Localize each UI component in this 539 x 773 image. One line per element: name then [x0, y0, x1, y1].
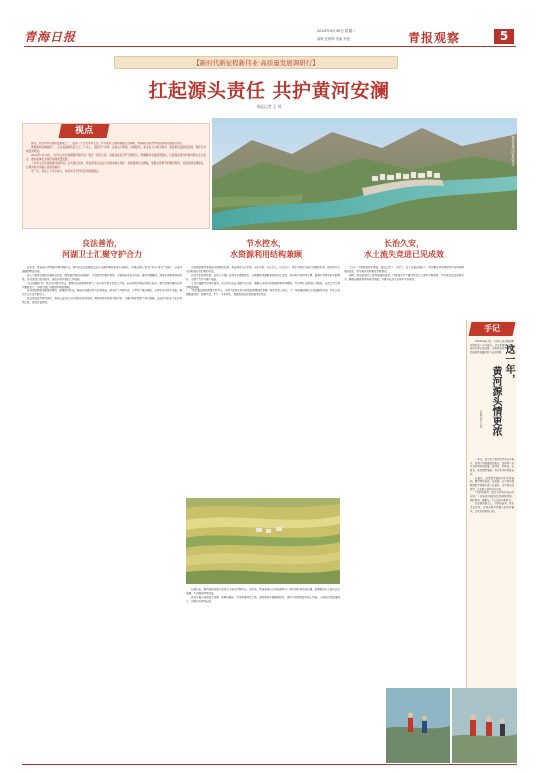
- terrace-photo: [186, 498, 340, 584]
- riverbank-workers-image: [386, 688, 450, 763]
- sidebar-paragraph: 2023年4月1日，《中华人民共和国黄河保护法》正式施行。这是我国第一部以流域为单元的法律，为黄河流域生态保护和高质量发展提供了法治保障。: [470, 340, 514, 355]
- column1-paragraph: 执法司法协作持续深化，检察公益诉讼与行政执法有效衔接，跨区域协作机制不断完善，为黄河保护提供了坚实保障，法治护河的合力正在持续汇聚，成效日益显现。: [22, 297, 182, 305]
- series-banner: [114, 56, 398, 69]
- sidebar-body-2: [470, 458, 514, 630]
- river-valley-image: [212, 118, 517, 230]
- column2-lower-body: [186, 588, 340, 762]
- headline: 扛起源头责任 共护黄河安澜: [148, 80, 390, 102]
- sidebar-title-line2: 黄河源头: [490, 366, 501, 406]
- sidebar-paragraph: “守护好黄河，就是守护我们自己的家园。”一位老巡河员的话让我印象深刻。保护黄河，需要每一个人的参与和努力。: [470, 491, 514, 502]
- column2-title: [186, 238, 346, 260]
- viewpoint-paragraph: 黄河，作为中华文明的发源地之一，滋养了千百代中华儿女。作为黄河上游的重要生态屏障，青海肩负着守护母亲河源头的重大使命。: [31, 142, 185, 145]
- bottom-photo-left: [386, 688, 450, 763]
- column1-title-line1: 良法善治，: [82, 239, 122, 248]
- viewpoint-label-text: 视点: [74, 126, 93, 136]
- column1-paragraph: 各地因地制宜创新管护模式，组建护河队伍，吸纳当地群众参与日常巡查，既守护了河湖生态，又带动了群众增收，实现生态与民生共赢，黄河卫士队伍不断壮大。: [22, 289, 182, 297]
- masthead-editors: 编辑 赵敏辉 美编 李强: [317, 37, 350, 41]
- column2-lower-paragraph: 各地实施小流域综合治理、坡耕地整治、淤地坝建设等工程，因地制宜开展植被恢复，黄河干流两岸逐步披上绿装，入黄泥沙量显著减少，河湖水质持续向好。: [186, 595, 340, 603]
- sidebar-byline: 本报记者 王琼: [479, 410, 483, 428]
- sidebar-heading-2: [489, 366, 502, 466]
- sidebar-title-line1: 这一年，: [503, 344, 514, 384]
- sidebar-label-text: 手记: [484, 324, 500, 333]
- column3-paragraph: “过去一下雨就是泥水横流，现在山绿了、水清了，日子也越过越好了。”沿岸群众切身感受到生态环境带来的变化，参与保护的积极性不断提高。: [344, 266, 464, 273]
- sidebar-paragraph: 一年来，我走访了黄河沿岸的许多地方，看到了河湖面貌的变化，也听到了许多守护黄河的故事。巡河员、护林员、志愿者，他们默默奉献，用行动守护着母亲河。: [470, 458, 514, 476]
- masthead-rule: [24, 46, 516, 47]
- sidebar-title-line3: 情更浓: [490, 406, 501, 436]
- column1-paragraph: 省人大常委会组织开展执法检查，围绕黄河源头区域保护、水资源节约集约利用、污染防治等重点内容，推动问题整改，促进各项制度落地见效。各地各部门密切协作，形成齐抓共管的工作格局。: [22, 273, 182, 281]
- column2-paragraph: “我们通过建设智慧水利平台，实现了取用水的实时监测和精细化管理。”相关负责人表示，下一步将继续强化水资源刚性约束，优化水资源配置结构，统筹生活、生产、生态用水，保障流域高质量发展用水需求。: [186, 289, 340, 297]
- column2-title-line1: 节水控水，: [246, 239, 286, 248]
- viewpoint-text: [26, 142, 206, 228]
- column2-body: [186, 266, 340, 498]
- bottom-photo-right: [452, 688, 517, 763]
- viewpoint-paragraph: 青海黄河流域面积广，占全省面积的百分之二十以上，流经多个市州，这里山川秀美，河湖密布，是全省人口最为集中、经济最为活跃的区域，保护任务艰巨而紧迫。: [26, 146, 206, 153]
- viewpoint-paragraph: 2024年1月18日，《中华人民共和国黄河保护法》施行一周年之际，省委省政府召开专题会议，明确要求全面贯彻落实，以更高标准守护黄河源头生态安全，推动流域生态保护和高质量发展。: [26, 154, 206, 161]
- page-number-badge: [494, 29, 514, 44]
- masthead-logo: 青海日报: [24, 30, 77, 44]
- column2-paragraph: 农业节水成效明显。各地大力推广高效节水灌溉技术，实施灌区续建配套和现代化改造，亩均用水量持续下降，灌溉水利用系数不断提升，实现了节水与增产双赢。: [186, 273, 340, 281]
- page-number: 5: [499, 29, 509, 43]
- banner-text: 【新时代新征程新伟业·高质量发展调研行】: [193, 59, 319, 67]
- river-patrol-image: [452, 688, 517, 763]
- column1-body: [22, 266, 182, 762]
- column2-paragraph: 工业与城镇节水同步推进。重点用水企业开展节水改造，城镇公共供水管网漏损率持续降低，节水型社会建设扎实推进，全社会节水意识明显增强。: [186, 281, 340, 289]
- column2-paragraph: 水资源是黄河流域最为紧缺的资源。我省坚持以水定城、以水定地、以水定人、以水定产，把水资源作为最大的刚性约束，推动用水方式由粗放向节约集约转变。: [186, 266, 340, 273]
- column3-title: [344, 238, 464, 260]
- viewpoint-paragraph: 《中华人民共和国黄河保护法》正式施行以来，我省坚持以法治方式推动源头保护，持续推进生态修复，加强水资源节约集约利用，完善流域治理体系，让黄河成为造福人民的幸福河。: [26, 162, 206, 169]
- terraced-fields-image: [186, 498, 340, 584]
- column2-lower-paragraph: 长期以来，黄河流经的部分地区水土流失问题突出。近年来，我省坚持山水林田湖草沙一体化保护和系统治理，统筹推进水土流失综合治理，生态面貌持续改善。: [186, 588, 340, 595]
- masthead-date: 2024年4月30日 星期二: [317, 29, 356, 33]
- column1-title: [22, 238, 182, 260]
- column2-title-line2: 水资源利用结构兼顾: [230, 250, 302, 259]
- main-photo: [212, 118, 517, 230]
- section-name: 青报观察: [408, 31, 461, 45]
- footer-rule: [22, 764, 517, 765]
- column1-paragraph: “在河湖保护中，我们以问题为导向，聚焦突出问题持续用力。”省水利厅相关负责人介绍，全省各级河湖长常态化巡河，累计发现并整改各类问题数百个，河湖“四乱”问题得到有效遏制。: [22, 281, 182, 289]
- viewpoint-paragraph: 近一年，我省上下齐心协力，共同书写守护母亲河的新篇章。: [31, 170, 102, 173]
- column1-paragraph: 近年来，我省深入贯彻落实黄河保护法，坚持以法治思维和法治方式推动黄河流域生态保护，河湖长制从“有名”走向“有实”“有能”，全省河湖面貌明显改善。: [22, 266, 182, 273]
- sidebar-paragraph: 在循化，我看到清澈的河水缓缓流淌，两岸绿意盎然；在贵德，天下黄河贵德清的美景吸引着八方游客。这些变化的背后，是无数人的坚守与付出。: [470, 476, 514, 491]
- column3-title-line1: 长治久安，: [384, 239, 424, 248]
- byline: 本报记者 王 琼: [256, 104, 282, 109]
- column1-title-line2: 河湖卫士汇聚守护合力: [62, 250, 142, 259]
- sidebar-heading: [502, 344, 515, 454]
- column3-paragraph: 同时，我省加强水土保持监测和监管，严格落实生产建设项目水土保持方案制度，严厉查处违法违规行为，确保治理成果得到有效巩固，为黄河长治久安筑牢生态根基。: [344, 273, 464, 281]
- photo-caption: 循化县境内的黄河风光: [511, 136, 515, 166]
- column3-title-line2: 水土流失竞进已见成效: [364, 250, 444, 259]
- sidebar-paragraph: 站在新的起点上，守护母亲河，我们责无旁贷。让黄河成为造福人民的幸福河，是我们共同的心愿。: [470, 502, 514, 513]
- masthead: [0, 0, 539, 48]
